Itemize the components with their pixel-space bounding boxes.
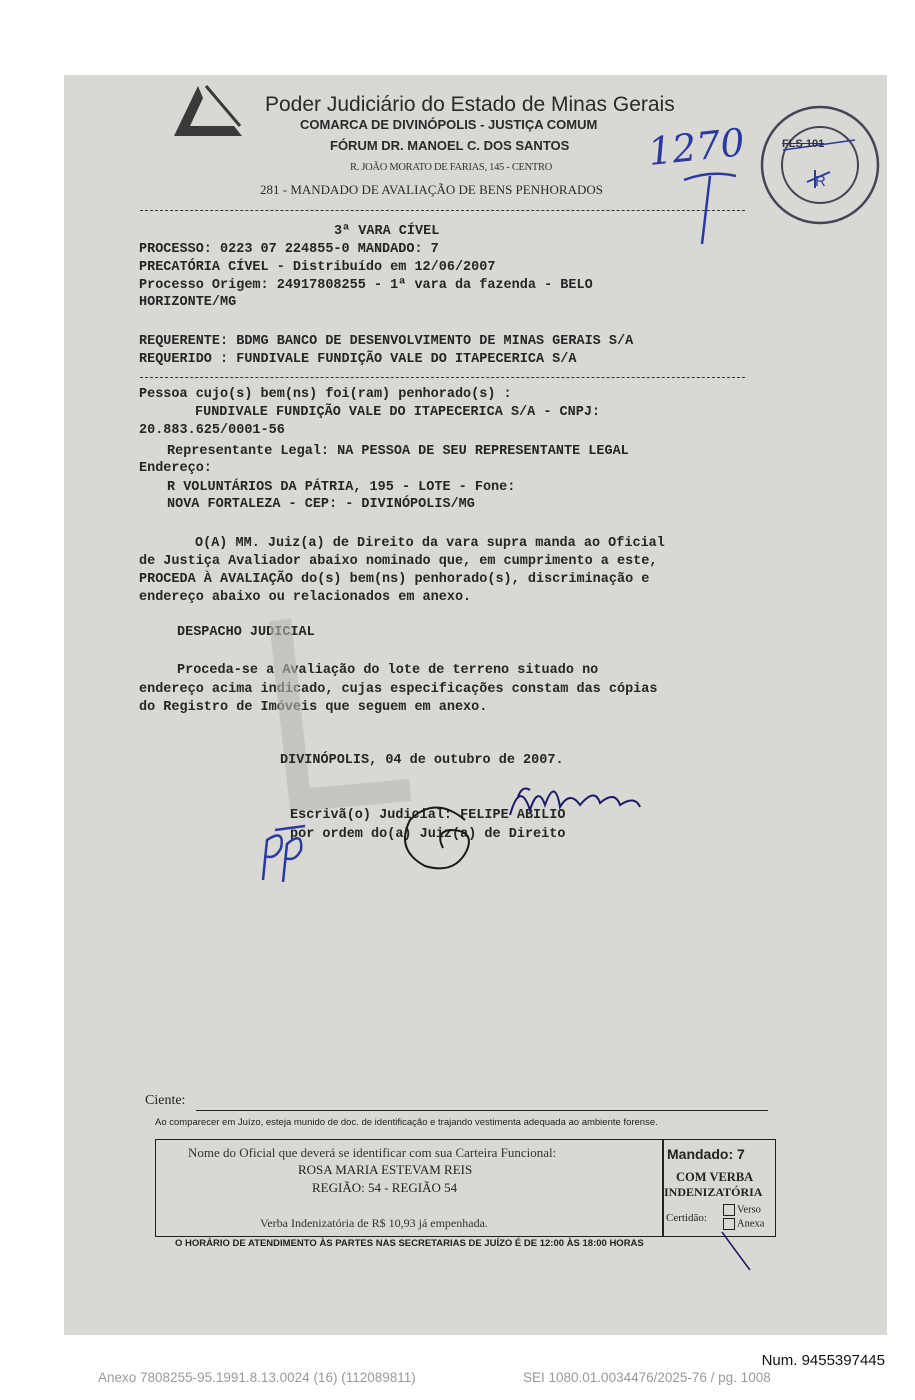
faint-z-mark xyxy=(240,600,440,820)
ciente-signature-line xyxy=(196,1110,768,1111)
handwritten-page-number: 1270 xyxy=(645,120,747,174)
verba-text: Verba Indenizatória de R$ 10,93 já empenhada. xyxy=(260,1216,488,1230)
despacho-line-2: endereço acima indicado, cujas especificações constam das cópias xyxy=(139,682,658,697)
date-line: DIVINÓPOLIS, 04 de outubro de 2007. xyxy=(280,753,564,768)
divider xyxy=(140,210,745,211)
anexa-checkbox xyxy=(723,1218,735,1230)
verso-label: Verso xyxy=(737,1204,761,1216)
despacho-line-1: Proceda-se a Avaliação do lote de terreno situado no xyxy=(177,663,599,678)
judge-signature xyxy=(500,775,650,835)
endereco-line-1: R VOLUNTÁRIOS DA PÁTRIA, 195 - LOTE - Fone: xyxy=(167,480,516,495)
penhorado-name-1: FUNDIVALE FUNDIÇÃO VALE DO ITAPECERICA S/A - CNPJ: xyxy=(195,405,601,420)
initials-signature xyxy=(255,820,325,890)
despacho-line-3: do Registro de Imóveis que seguem em anexo. xyxy=(139,700,488,715)
divider xyxy=(140,377,745,378)
body-line-4: endereço abaixo ou relacionados em anexo. xyxy=(139,590,472,605)
com-verba-1: COM VERBA xyxy=(676,1170,754,1184)
handwritten-mark xyxy=(680,170,740,250)
precatoria-line: PRECATÓRIA CÍVEL - Distribuído em 12/06/2007 xyxy=(139,260,496,275)
endereco-line-2: NOVA FORTALEZA - CEP: - DIVINÓPOLIS/MG xyxy=(167,497,475,512)
verso-option xyxy=(723,1204,761,1216)
despacho-title: DESPACHO JUDICIAL xyxy=(177,625,315,640)
oficial-label: Nome do Oficial que deverá se identificar com sua Carteira Funcional: xyxy=(188,1145,557,1160)
requerente-line: REQUERENTE: BDMG BANCO DE DESENVOLVIMENTO DE MINAS GERAIS S/A xyxy=(139,334,634,349)
pen-stroke xyxy=(720,1230,760,1275)
certidao-label: Certidão: xyxy=(666,1212,707,1224)
anexa-option xyxy=(723,1218,764,1230)
address-line: R. JOÃO MORATO DE FARIAS, 145 - CENTRO xyxy=(350,162,553,173)
court-logo xyxy=(170,82,250,142)
endereco-label: Endereço: xyxy=(139,461,212,476)
penhorado-name-2: 20.883.625/0001-56 xyxy=(139,423,285,438)
ordem-line: por ordem do(a) Juiz(a) de Direito xyxy=(290,827,566,842)
vara-line: 3ª VARA CÍVEL xyxy=(334,224,440,239)
oficial-regiao: REGIÃO: 54 - REGIÃO 54 xyxy=(312,1180,458,1195)
penhorado-label: Pessoa cujo(s) bem(ns) foi(ram) penhorado(s) : xyxy=(139,387,512,402)
stamp-fls: FLS 101 xyxy=(782,138,825,150)
escrivao-line: Escrivã(o) Judicial: FELIPE ABILIO xyxy=(290,808,566,823)
ciente-label: Ciente: xyxy=(145,1093,186,1108)
body-line-2: de Justiça Avaliador abaixo nominado que, em cumprimento a este, xyxy=(139,554,658,569)
verso-checkbox xyxy=(723,1204,735,1216)
body-line-1: O(A) MM. Juiz(a) de Direito da vara supra manda ao Oficial xyxy=(195,536,665,551)
mandado-number: Mandado: 7 xyxy=(667,1146,745,1162)
oficial-name: ROSA MARIA ESTEVAM REIS xyxy=(298,1162,473,1177)
representante-line: Representante Legal: NA PESSOA DE SEU REPRESENTANTE LEGAL xyxy=(167,444,629,459)
document-num: Num. 9455397445 xyxy=(761,1352,885,1369)
institution-title: Poder Judiciário do Estado de Minas Gerais xyxy=(265,93,675,116)
sei-footer: SEI 1080.01.0034476/2025-76 / pg. 1008 xyxy=(523,1370,771,1385)
scribble-circle xyxy=(395,800,485,880)
processo-line: PROCESSO: 0223 07 224855-0 MANDADO: 7 xyxy=(139,242,439,257)
com-verba-2: INDENIZATÓRIA xyxy=(664,1185,763,1199)
court-stamp xyxy=(755,100,885,230)
forum-line: FÓRUM DR. MANOEL C. DOS SANTOS xyxy=(330,138,570,153)
comarca-line: COMARCA DE DIVINÓPOLIS - JUSTIÇA COMUM xyxy=(300,117,598,132)
forensic-notice: Ao comparecer em Juízo, esteja munido de doc. de identificação e trajando vestimenta adequada ao ambiente forense. xyxy=(155,1117,658,1128)
anexo-footer: Anexo 7808255-95.1991.8.13.0024 (16) (112089811) xyxy=(98,1370,416,1385)
horario-notice: O HORÁRIO DE ATENDIMENTO ÀS PARTES NAS SECRETARIAS DE JUÍZO É DE 12:00 ÀS 18:00 HORAS xyxy=(175,1238,644,1249)
requerido-line: REQUERIDO : FUNDIVALE FUNDIÇÃO VALE DO ITAPECERICA S/A xyxy=(139,352,577,367)
anexa-label: Anexa xyxy=(737,1218,765,1230)
origem-line-1: Processo Origem: 24917808255 - 1ª vara da fazenda - BELO xyxy=(139,278,593,293)
origem-line-2: HORIZONTE/MG xyxy=(139,295,237,310)
form-title: 281 - MANDADO DE AVALIAÇÃO DE BENS PENHORADOS xyxy=(260,182,603,197)
body-line-3: PROCEDA À AVALIAÇÃO do(s) bem(ns) penhorado(s), discriminação e xyxy=(139,572,650,587)
stamp-initial: R xyxy=(815,173,826,190)
